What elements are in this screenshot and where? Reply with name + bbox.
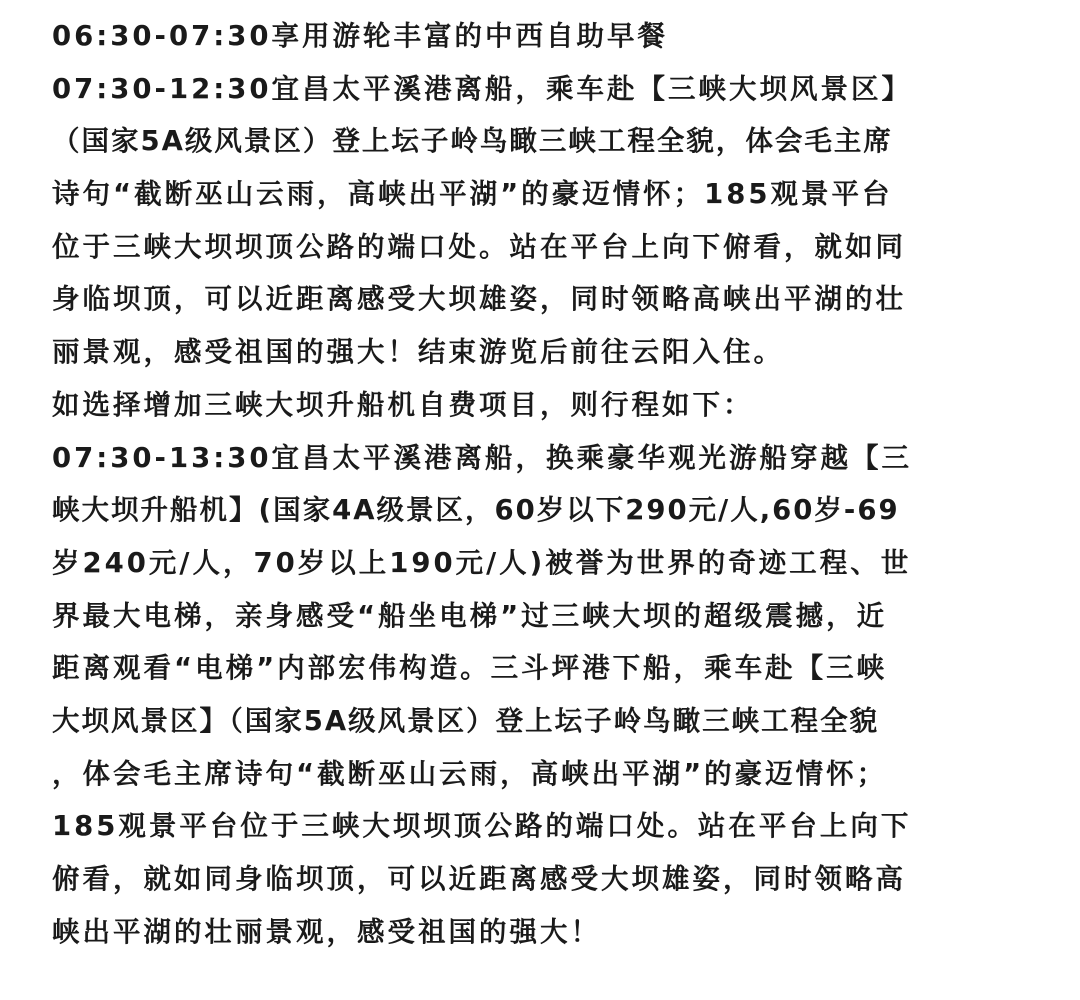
text-line-4: 诗句“截断巫山云雨，高峡出平湖”的豪迈情怀；185观景平台 (52, 178, 893, 211)
text-line-11: 岁240元/人，70岁以上190元/人)被誉为世界的奇迹工程、世 (52, 546, 912, 579)
text-line-9: 07:30-13:30宜昌太平溪港离船，换乘豪华观光游船穿越【三 (52, 441, 912, 474)
text-line-8: 如选择增加三峡大坝升船机自费项目，则行程如下： (52, 388, 754, 421)
text-line-14: 大坝风景区】（国家5A级风景区）登上坛子岭鸟瞰三峡工程全貌 (52, 704, 880, 737)
text-line-5: 位于三峡大坝坝顶公路的端口处。站在平台上向下俯看，就如同 (52, 230, 906, 263)
text-line-17: 俯看，就如同身临坝顶，可以近距离感受大坝雄姿，同时领略高 (52, 863, 906, 895)
text-line-7: 丽景观，感受祖国的强大！结束游览后前往云阳入住。 (52, 336, 784, 369)
text-line-2: 07:30-12:30宜昌太平溪港离船，乘车赴【三峡大坝风景区】 (52, 72, 912, 105)
text-line-3: （国家5A级风景区）登上坛子岭鸟瞰三峡工程全貌，体会毛主席 (52, 125, 893, 158)
itinerary-text (52, 10, 1062, 958)
text-line-15: ，体会毛主席诗句“截断巫山云雨，高峡出平湖”的豪迈情怀； (52, 757, 888, 790)
text-line-10: 峡大坝升船机】(国家4A级景区，60岁以下290元/人,60岁-69 (52, 494, 900, 527)
text-line-16: 185观景平台位于三峡大坝坝顶公路的端口处。站在平台上向下 (52, 810, 912, 843)
text-line-18: 峡出平湖的壮丽景观，感受祖国的强大！ (52, 915, 601, 948)
text-line-1: 06:30-07:30享用游轮丰富的中西自助早餐 (52, 20, 668, 52)
text-line-6: 身临坝顶，可以近距离感受大坝雄姿，同时领略高峡出平湖的壮 (52, 283, 906, 316)
text-line-13: 距离观看“电梯”内部宏伟构造。三斗坪港下船，乘车赴【三峡 (52, 652, 888, 685)
text-line-12: 界最大电梯，亲身感受“船坐电梯”过三峡大坝的超级震撼，近 (52, 599, 888, 632)
